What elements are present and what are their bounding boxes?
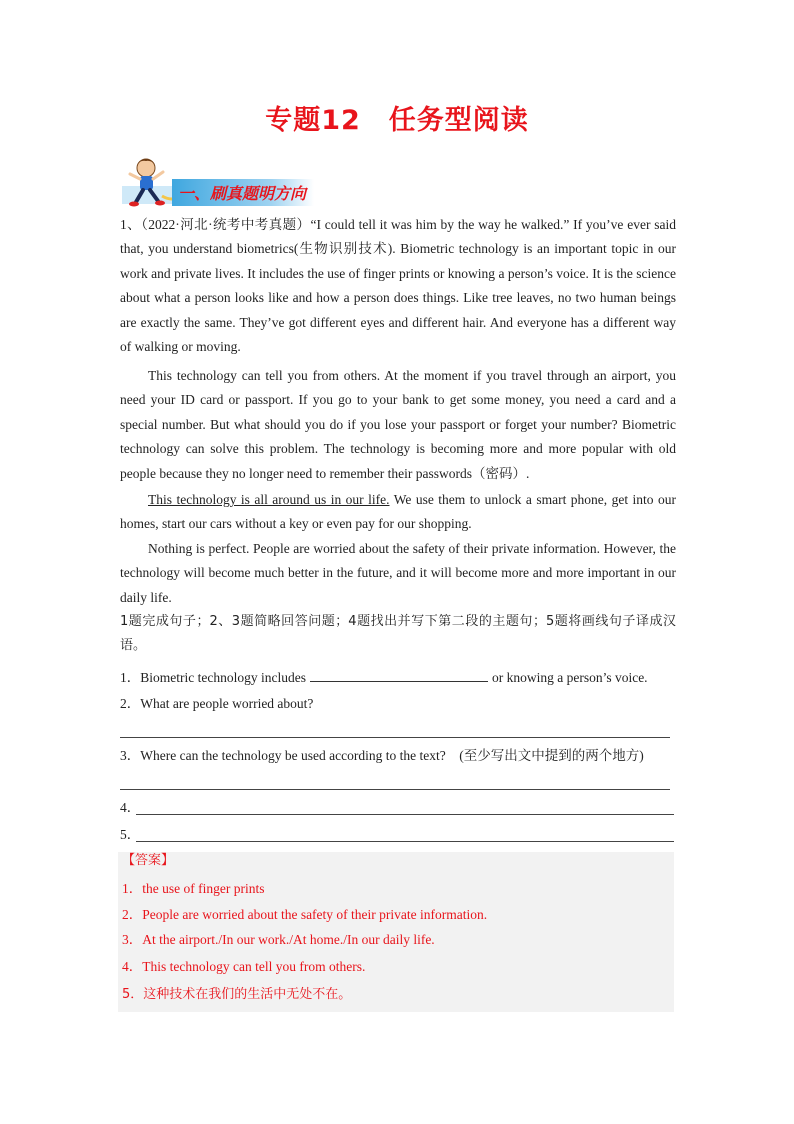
passage-paragraph-3 bbox=[120, 488, 676, 537]
question-1-blank[interactable] bbox=[310, 667, 488, 682]
task-instructions: 1题完成句子；2、3题简略回答问题；4题找出并写下第二段的主题句；5题将画线句子译成汉语。 bbox=[120, 614, 676, 654]
answer-line-5[interactable] bbox=[136, 841, 674, 842]
answer-line-4[interactable] bbox=[136, 814, 674, 815]
question-3: 3．Where can the technology be used according to the text? (至少写出文中提到的两个地方) bbox=[120, 748, 644, 763]
question-4-label: 4． bbox=[120, 800, 141, 815]
question-1 bbox=[120, 667, 676, 688]
passage-paragraph-3-rest: We use them to unlock a smart phone, get into our homes, start our cars without a key or even pay for our shopping. bbox=[120, 492, 677, 532]
passage-paragraph-4: Nothing is perfect. People are worried about the safety of their private information. However, the technology will become much better in the future, and it will become more and more important in our daily life. bbox=[120, 541, 676, 605]
answer-line-3[interactable] bbox=[120, 789, 670, 790]
question-2: 2．What are people worried about? bbox=[120, 696, 314, 711]
answer-header: 【答案】 bbox=[122, 853, 175, 868]
passage-paragraph-2: This technology can tell you from others. At the moment if you travel through an airport, you need your ID card or passport. If you go to your bank to get some money, you need a card and a special number. But what should you do if you lose your passport or forget your number? Biometric technology can solve this problem. The technology is becoming more and more popular with old people because they no longer need to remember their passwords（密码）. bbox=[120, 368, 676, 481]
question-1-prompt: 1．Biometric technology includes bbox=[120, 670, 306, 685]
section-header: 一、刷真题明方向 bbox=[172, 179, 314, 206]
answer-2: 2．People are worried about the safety of their private information. bbox=[122, 907, 488, 922]
question-5-label: 5． bbox=[120, 827, 141, 842]
page-title: 专题12 任务型阅读 bbox=[265, 105, 529, 136]
answer-line-2[interactable] bbox=[120, 737, 670, 738]
question-1-suffix: or knowing a person’s voice. bbox=[491, 670, 648, 685]
answer-4: 4．This technology can tell you from others. bbox=[122, 959, 366, 974]
answer-5: 5．这种技术在我们的生活中无处不在。 bbox=[122, 987, 352, 1002]
underlined-sentence: This technology is all around us in our life. bbox=[148, 492, 390, 507]
answer-3: 3．At the airport./In our work./At home./In our daily life. bbox=[122, 932, 435, 947]
answer-1: 1．the use of finger prints bbox=[122, 881, 265, 896]
section-banner bbox=[122, 156, 328, 212]
passage-paragraph-1: 1、（2022·河北·统考中考真题）“I could tell it was him by the way he walked.” If you’ve ever said that, you understand biometrics(生物识别技术). Biometric technology is an important topic in our work and private lives. It includes the use of finger prints or knowing a person’s voice. It is the science about what a person looks like and how a person does things. Like tree leaves, no two human beings are exactly the same. They’ve got different eyes and different hair. And everyone has a different way of walking or moving. bbox=[120, 217, 676, 355]
